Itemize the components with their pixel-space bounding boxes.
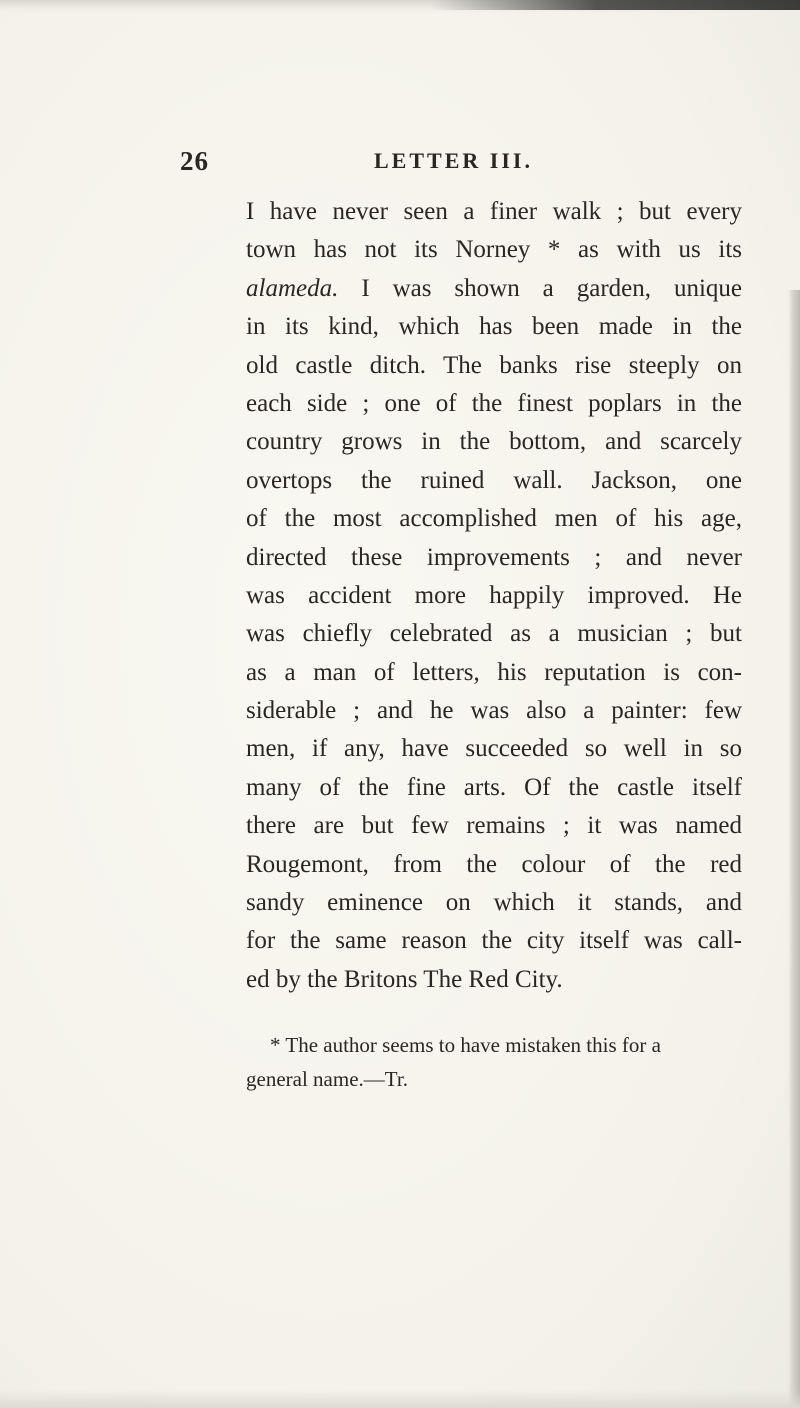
text-line: country grows in the bottom, and scarcely (246, 428, 742, 456)
text-line: in its kind, which has been made in the (246, 313, 742, 341)
footnote-line: * The author seems to have mistaken this for a (270, 1033, 661, 1057)
body-text (246, 193, 742, 999)
text-line: for the same reason the city itself was call- (246, 927, 742, 955)
text-line: Rougemont, from the colour of the red (246, 850, 742, 878)
text-line-italic-start (246, 270, 742, 308)
text-line-rest: I was shown a garden, unique (338, 274, 742, 302)
footnote (246, 1028, 742, 1096)
text-line: town has not its Norney * as with us its (246, 236, 742, 264)
text-line: directed these improvements ; and never (246, 543, 742, 571)
text-line: of the most accomplished men of his age, (246, 505, 742, 533)
page-number: 26 (180, 146, 209, 176)
page-top-shadow (430, 0, 800, 10)
text-line: many of the fine arts. Of the castle itself (246, 773, 742, 801)
running-head: LETTER III. (374, 148, 533, 173)
text-line: men, if any, have succeeded so well in so (246, 735, 742, 763)
text-line: there are but few remains ; it was named (246, 812, 742, 840)
text-line: was chiefly celebrated as a musician ; but (246, 620, 742, 648)
page-right-edge (788, 290, 800, 1408)
footnote-line: general name.—Tr. (246, 1067, 408, 1091)
page-header (0, 146, 800, 176)
text-line: siderable ; and he was also a painter: few (246, 697, 742, 725)
text-line: old castle ditch. The banks rise steeply on (246, 351, 742, 379)
text-line: overtops the ruined wall. Jackson, one (246, 466, 742, 494)
text-line: was accident more happily improved. He (246, 581, 742, 609)
page-bottom-edge (0, 1390, 800, 1408)
italic-word: alameda. (246, 274, 339, 302)
text-line: sandy eminence on which it stands, and (246, 889, 742, 917)
text-line: I have never seen a finer walk ; but every (246, 198, 742, 225)
text-line-last: ed by the Britons The Red City. (246, 965, 563, 993)
text-line: as a man of letters, his reputation is con- (246, 658, 742, 686)
text-line: each side ; one of the finest poplars in the (246, 389, 742, 417)
